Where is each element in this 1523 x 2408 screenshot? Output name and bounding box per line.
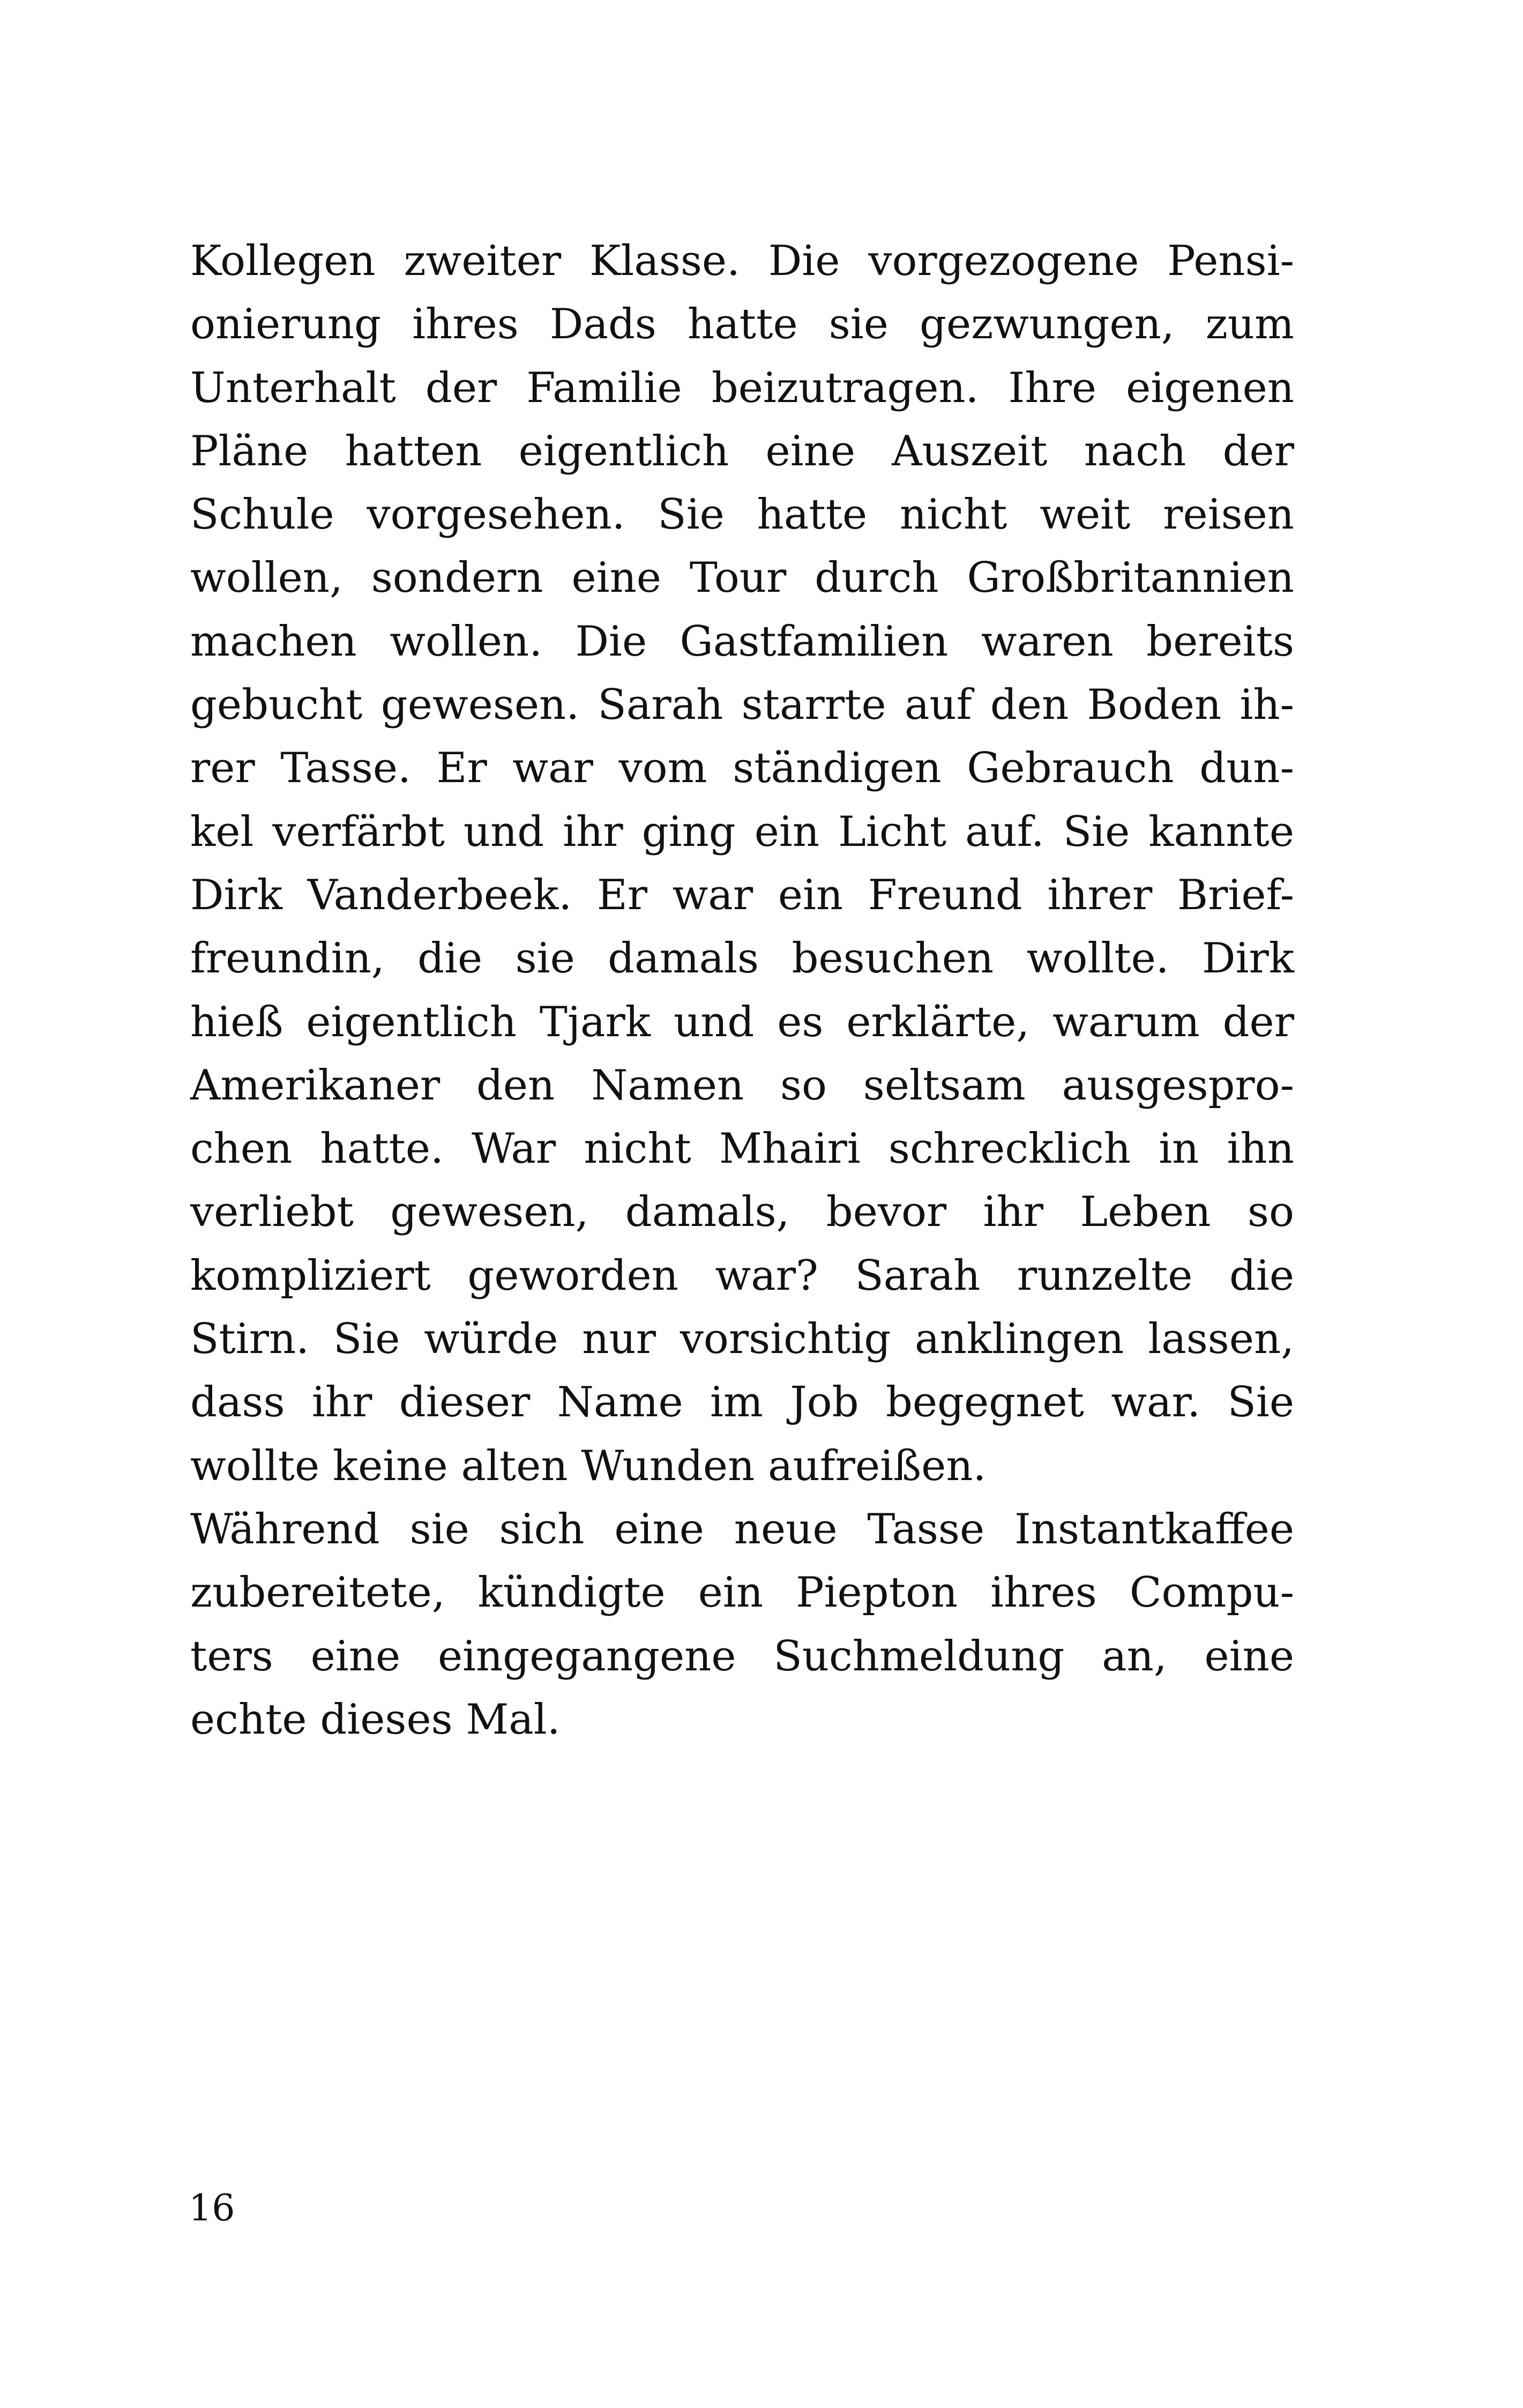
text-line: zubereitete, kündigte ein Piepton ihres Compu- bbox=[190, 1569, 1294, 1617]
page-number: 16 bbox=[189, 2187, 235, 2229]
text-line: Schule vorgesehen. Sie hatte nicht weit reisen bbox=[190, 490, 1294, 539]
text-line: wollen, sondern eine Tour durch Großbritannien bbox=[190, 554, 1294, 603]
text-line: gebucht gewesen. Sarah starrte auf den Boden ih- bbox=[190, 681, 1294, 730]
text-line: kompliziert geworden war? Sarah runzelte die bbox=[190, 1251, 1294, 1300]
text-line: machen wollen. Die Gastfamilien waren bereits bbox=[190, 617, 1294, 666]
text-line: Dirk Vanderbeek. Er war ein Freund ihrer Brief- bbox=[190, 871, 1294, 919]
text-line: hieß eigentlich Tjark und es erklärte, warum der bbox=[190, 998, 1294, 1046]
text-line: freundin, die sie damals besuchen wollte. Dirk bbox=[190, 934, 1294, 983]
text-line: dass ihr dieser Name im Job begegnet war. Sie bbox=[190, 1378, 1294, 1427]
text-line: onierung ihres Dads hatte sie gezwungen, zum bbox=[190, 300, 1294, 349]
body-text bbox=[190, 229, 1294, 1751]
text-line: Kollegen zweiter Klasse. Die vorgezogene Pensi- bbox=[190, 237, 1294, 285]
text-line: Pläne hatten eigentlich eine Auszeit nach der bbox=[190, 427, 1294, 475]
text-line: Während sie sich eine neue Tasse Instantkaffee bbox=[190, 1505, 1294, 1554]
text-line: wollte keine alten Wunden aufreißen. bbox=[190, 1441, 987, 1490]
text-line: rer Tasse. Er war vom ständigen Gebrauch dun- bbox=[190, 744, 1294, 793]
text-line: chen hatte. War nicht Mhairi schrecklich in ihn bbox=[190, 1125, 1294, 1173]
text-line: verliebt gewesen, damals, bevor ihr Leben so bbox=[190, 1188, 1294, 1237]
text-line: Stirn. Sie würde nur vorsichtig anklingen lassen, bbox=[190, 1315, 1294, 1364]
text-line: Unterhalt der Familie beizutragen. Ihre eigenen bbox=[190, 363, 1294, 412]
text-line: Amerikaner den Namen so seltsam ausgespro- bbox=[190, 1061, 1294, 1110]
text-line: echte dieses Mal. bbox=[190, 1695, 561, 1744]
text-line: kel verfärbt und ihr ging ein Licht auf. Sie kannte bbox=[190, 807, 1294, 856]
text-line: ters eine eingegangene Suchmeldung an, eine bbox=[190, 1632, 1294, 1681]
